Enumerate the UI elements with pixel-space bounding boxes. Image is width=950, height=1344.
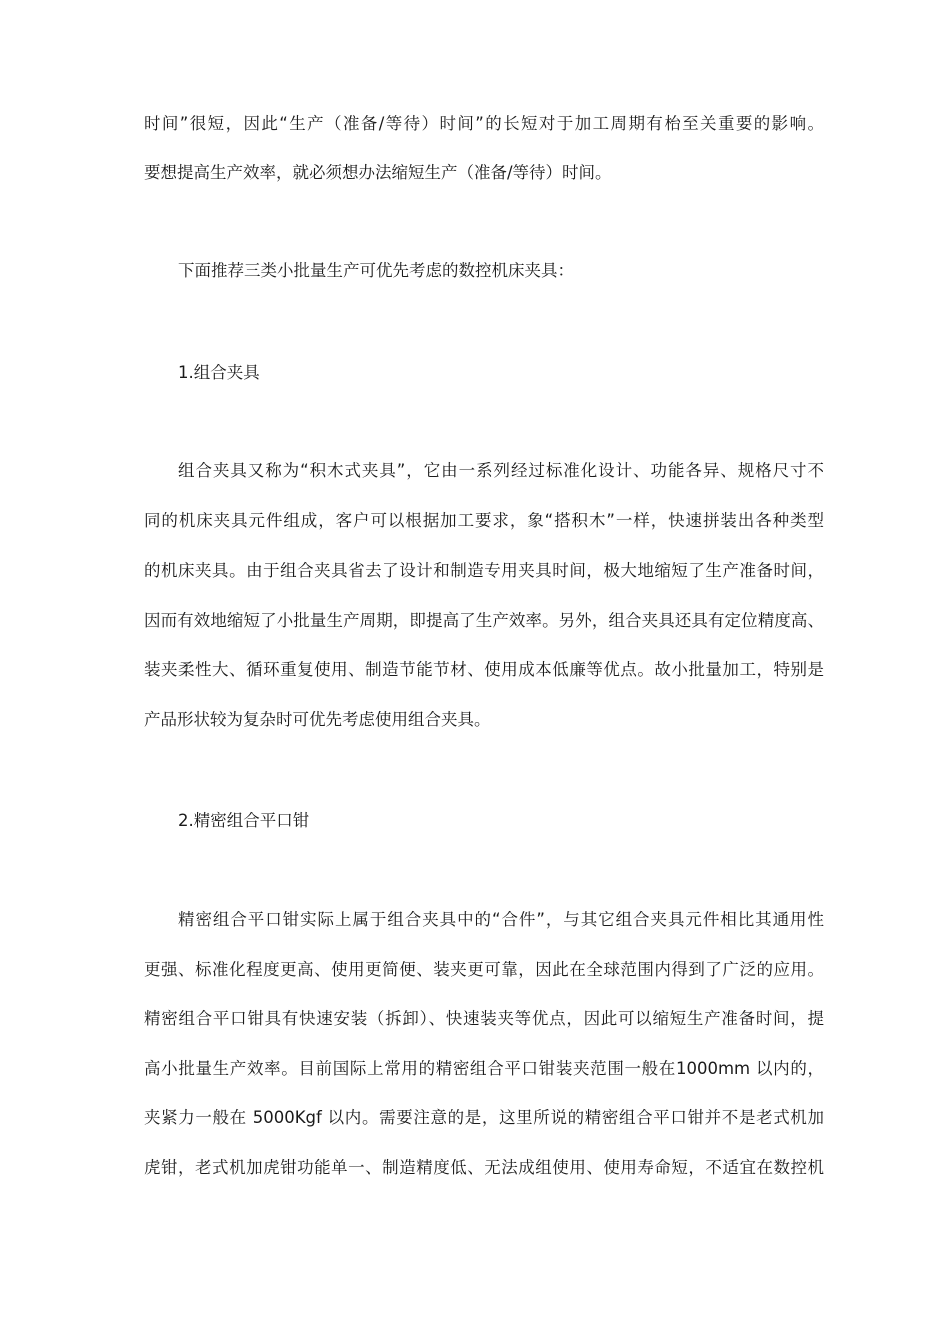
paragraph-line: 虎钳，老式机加虎钳功能单一、制造精度低、无法成组使用、使用寿命短，不适宜在数控机: [144, 1158, 824, 1177]
paragraph-line: 夹紧力一般在 5000Kgf 以内。需要注意的是，这里所说的精密组合平口钳并不是老式机加: [144, 1108, 824, 1127]
paragraph-line: 要想提高生产效率，就必须想办法缩短生产（准备/等待）时间。: [144, 163, 612, 182]
paragraph-line: 因而有效地缩短了小批量生产周期，即提高了生产效率。另外，组合夹具还具有定位精度高、: [144, 611, 824, 630]
paragraph-line: 精密组合平口钳具有快速安装（拆卸）、快速装夹等优点，因此可以缩短生产准备时间，提: [144, 1009, 824, 1028]
paragraph-line: 产品形状较为复杂时可优先考虑使用组合夹具。: [144, 710, 491, 729]
paragraph-line: 的机床夹具。由于组合夹具省去了设计和制造专用夹具时间，极大地缩短了生产准备时间，: [144, 561, 824, 580]
paragraph-line: 时间”很短，因此“生产（准备/等待）时间”的长短对于加工周期有枱至关重要的影响。: [144, 114, 824, 133]
paragraph-line: 更强、标准化程度更高、使用更简便、装夹更可靠，因此在全球范围内得到了广泛的应用。: [144, 960, 824, 979]
paragraph-line: 下面推荐三类小批量生产可优先考虑的数控机床夹具：: [178, 261, 574, 280]
paragraph-line: 同的机床夹具元件组成，客户可以根据加工要求，象“搭积木”一样，快速拼装出各种类型: [144, 511, 824, 530]
paragraph-line: 组合夹具又称为“积木式夹具”，它由一系列经过标准化设计、功能各异、规格尺寸不: [178, 461, 824, 480]
paragraph-line: 高小批量生产效率。目前国际上常用的精密组合平口钳装夹范围一般在1000mm 以内的，: [144, 1059, 824, 1078]
paragraph-line: 精密组合平口钳实际上属于组合夹具中的“合件”，与其它组合夹具元件相比其通用性: [178, 910, 824, 929]
section-heading: 2.精密组合平口钳: [178, 811, 310, 830]
section-heading: 1.组合夹具: [178, 363, 260, 382]
paragraph-line: 装夹柔性大、循环重复使用、制造节能节材、使用成本低廉等优点。故小批量加工，特别是: [144, 660, 824, 679]
